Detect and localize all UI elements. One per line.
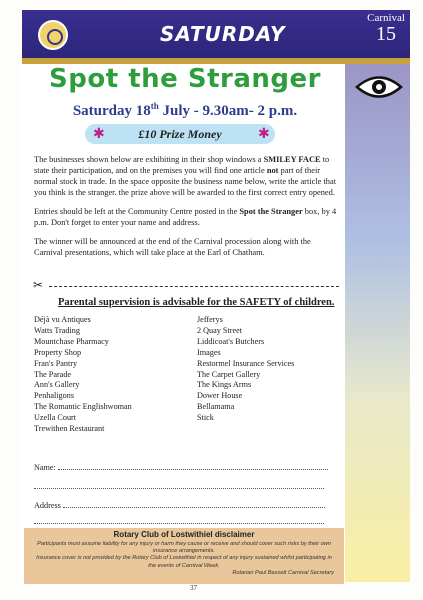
name-line-extra[interactable] — [34, 487, 324, 489]
business-list-item: Uzella Court — [34, 413, 77, 423]
page-number: 37 — [190, 584, 197, 592]
carnival-badge — [367, 12, 405, 44]
business-list-item: Trewithen Restaurant — [34, 424, 105, 434]
intro-paragraph: The businesses shown below are exhibiting in their shop windows a SMILEY FACE to state their participation, and on the premises you will find one article not part of their normal stock in trade. In the space opposite the business name below, write the article that you think is the stranger. the prize above will be awarded to the first correct entry opened. — [34, 155, 337, 197]
eye-icon — [355, 72, 403, 102]
event-date-time: Saturday 18th July - 9.30am- 2 p.m. — [72, 101, 298, 119]
disclaimer-title: Rotary Club of Lostwithiel disclaimer — [113, 530, 255, 539]
business-list-item: Jefferys — [197, 315, 223, 324]
business-list-item: Property Shop — [34, 347, 82, 357]
business-list-item: Penhaligons — [34, 391, 75, 401]
business-list-left — [34, 315, 132, 435]
address-field[interactable]: Address — [34, 499, 325, 510]
star-icon: ✱ — [93, 127, 105, 142]
entries-paragraph: Entries should be left at the Community Centre posted in the Spot the Stranger box, by 4 p.m. Don't forget to enter your name and address. — [34, 207, 337, 227]
star-icon: ✱ — [258, 127, 270, 142]
scissors-icon: ✂ — [33, 278, 44, 292]
business-list-item: The Parade — [34, 369, 72, 379]
business-list-item: Déjà vu Antiques — [34, 315, 91, 324]
business-list-item: The Carpet Gallery — [197, 369, 261, 379]
business-list-item: Watts Trading — [34, 325, 80, 335]
side-gradient-column — [345, 62, 410, 582]
supervision-notice: Parental supervision is advisable for the SAFETY of children. — [58, 297, 335, 308]
address-line-extra[interactable] — [34, 522, 324, 524]
business-list-item: Stick — [197, 413, 214, 423]
rotary-logo-icon — [38, 20, 68, 50]
name-field[interactable]: Name: — [34, 461, 328, 472]
business-list-item: The Kings Arms — [197, 380, 252, 390]
business-list-item: 2 Quay Street — [197, 325, 243, 335]
carnival-label: Carnival — [367, 12, 405, 24]
business-list-item: Fran's Pantry — [34, 358, 78, 368]
cut-line — [33, 278, 338, 292]
business-list-item: Restormel Insurance Services — [197, 358, 295, 368]
business-list-item: Mountchase Pharmacy — [34, 336, 109, 346]
business-list-item: Bellamama — [197, 402, 235, 412]
winner-paragraph: The winner will be announced at the end of the Carnival procession along with the Carnival presentations, which will take place at the Earl of Chatham. — [34, 237, 311, 257]
business-list-right — [197, 315, 294, 424]
disclaimer-text: Participants must assume liability for any injury or harm they cause or receive and should cover such risks by their own insurance arrangements. Insurance cover is not provided by the Rotary Club of Lostwithiel in respect of any injury sustained whilst participating in the events of Carnival Week. Rotarian Paul Bassett Carnival Secretary — [36, 541, 334, 576]
carnival-number: 15 — [376, 23, 397, 45]
business-list-item: The Romantic Englishwoman — [34, 402, 132, 412]
page-title: Spot the Stranger — [49, 64, 321, 94]
business-list-item: Dower House — [197, 391, 243, 401]
business-list-item: Ann's Gallery — [34, 380, 80, 390]
business-list-item: Liddicoat's Butchers — [197, 336, 265, 346]
prize-banner: £10 Prize Money — [85, 124, 275, 144]
business-list-item: Images — [197, 347, 221, 357]
header-title: SATURDAY — [160, 22, 286, 46]
